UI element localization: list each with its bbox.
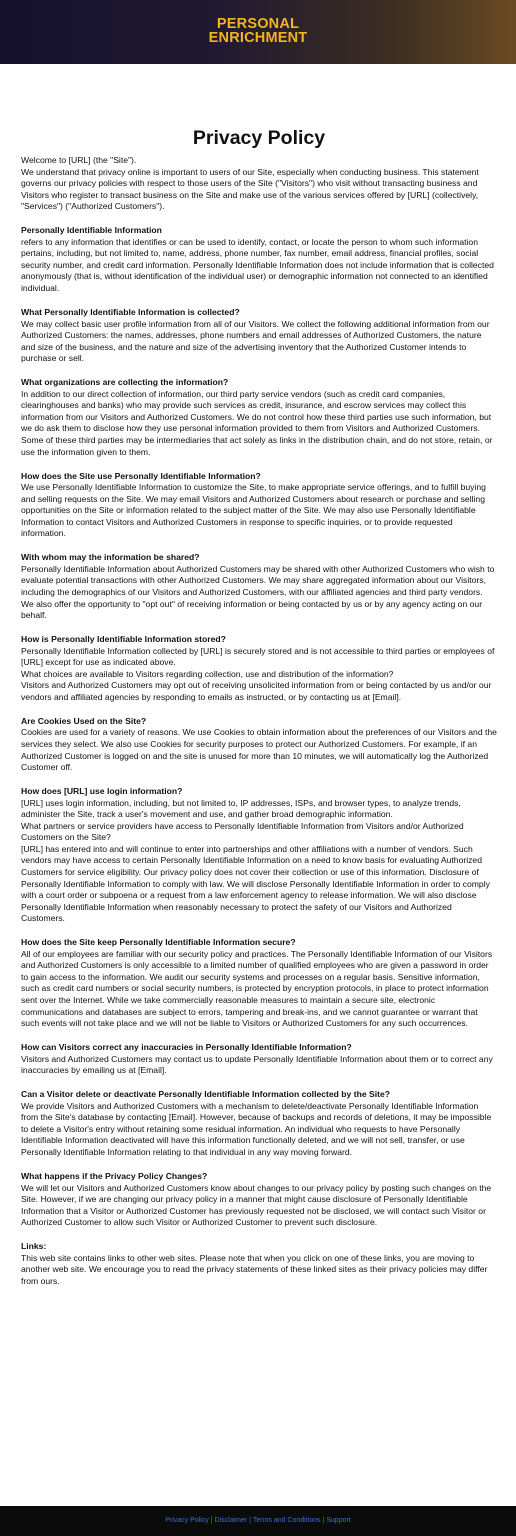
policy-section — [21, 1042, 497, 1077]
footer-link-terms-and-conditions[interactable]: Terms and Conditions — [252, 1517, 321, 1524]
section-heading: How does [URL] use login information? — [21, 786, 183, 797]
section-heading: Personally Identifiable Information — [21, 225, 162, 236]
footer-separator: | — [249, 1517, 251, 1524]
policy-section — [21, 1241, 497, 1287]
section-paragraph: We will let our Visitors and Authorized Customers know about changes to our privacy policy by posting such changes on the Site. However, if we are changing our privacy policy in a manner that might cause disclosure of Personally Identifiable Information that a Visitor or Authorized Customer has previously requested not be disclosed, we will contact such Visitor or Authorized Customer to allow such Visitor or Authorized Customer to prevent such disclosure. — [21, 1182, 492, 1228]
policy-section — [21, 634, 497, 703]
page-title: Privacy Policy — [192, 127, 326, 149]
policy-section — [21, 786, 497, 925]
section-paragraph: We may collect basic user profile information from all of our Visitors. We collect the following additional information from our Authorized Customers: the names, addresses, phone numbers and email addresses of Authorized Customers, the nature and size of the business, and the nature and size of the advertising inventory that the Authorized Customer intends to purchase or sell. — [21, 318, 490, 364]
section-paragraph: Visitors and Authorized Customers may opt out of receiving unsolicited information from or being contacted by us and/or our vendors and affiliated agencies by responding to emails as instructed, or by contacting us at [Email]. — [21, 680, 492, 702]
section-heading: Can a Visitor delete or deactivate Personally Identifiable Information collected by the Site? — [21, 1089, 390, 1100]
site-footer — [0, 1506, 516, 1536]
logo-line-1: PERSONAL — [216, 16, 300, 32]
section-paragraph: Personally Identifiable Information about Authorized Customers may be shared with other Authorized Customers who wish to evaluate potential transactions with other Authorized Customers. We may share aggregated information about our Visitors, including the demographics of our Visitors and Authorized Customers, with our affiliated agencies and third party vendors. We also offer the opportunity to "opt out" of receiving information or being contacted by us or by any agency acting on our behalf. — [21, 563, 495, 621]
section-paragraph: In addition to our direct collection of information, our third party service vendors (such as credit card companies, clearinghouses and banks) who may provide such services as credit, insurance, and escrow services may collect this information from our Visitors and Authorized Customers. We do not control how these third parties use such information, but we do ask them to disclose how they use personal information provided to them from Visitors and Authorized Customers. Some of these third parties may be intermediaries that act solely as links in the distribution chain, and do not store, retain, or use the information given to them. — [21, 388, 493, 457]
section-heading: How does the Site keep Personally Identifiable Information secure? — [21, 937, 296, 948]
section-paragraph: refers to any information that identifies or can be used to identify, contact, or locate the person to whom such information pertains, including, but not limited to, name, address, phone number, fax number, email address, financial profiles, social security number, and credit card information. Personally Identifiable Information does not include information that is collected anonymously (that is, without identification of the individual user) or demographic information not connected to an identified individual. — [21, 236, 494, 293]
policy-sections — [21, 225, 497, 1287]
policy-section — [21, 471, 497, 540]
footer-links — [0, 1506, 516, 1536]
section-paragraph: Visitors and Authorized Customers may contact us to update Personally Identifiable Information about them or to correct any inaccuracies by emailing us at [Email]. — [21, 1053, 493, 1076]
section-heading: How does the Site use Personally Identifiable Information? — [21, 470, 261, 481]
section-paragraph: [URL] has entered into and will continue to enter into partnerships and other affiliations with a number of vendors. Such vendors may have access to certain Personally Identifiable Information on a need to know basis for evaluating Authorized Customers for service eligibility. Our privacy policy does not cover their collection or use of this information. Disclosure of Personally Identifiable Information to comply with law. We will disclose Personally Identifiable Information in order to comply with a court order or subpoena or a request from a law enforcement agency to release information. We will also disclose Personally Identifiable Information when reasonably necessary to protect the safety of our Visitors and Authorized Customers. — [21, 843, 490, 924]
section-paragraph: Personally Identifiable Information collected by [URL] is securely stored and is not accessible to third parties or employees of [URL] except for use as indicated above. — [21, 645, 495, 668]
logo-line-2: ENRICHMENT — [208, 30, 308, 46]
footer-link-disclaimer[interactable]: Disclaimer — [214, 1517, 248, 1524]
section-heading: How is Personally Identifiable Information stored? — [21, 634, 226, 645]
section-paragraph: All of our employees are familiar with our security policy and practices. The Personally Identifiable Information of our Visitors and Authorized Customers is only accessible to a limited number of qualified employees who are given a password in order to gain access to the information. We audit our security systems and processes on a regular basis. Sensitive information, such as credit card numbers or social security numbers, is protected by encryption protocols, in place to protect information sent over the Internet. While we take commercially reasonable measures to maintain a secure site, electronic communications and databases are subject to errors, tampering and break-ins, and we cannot guarantee or warrant that such events will not take place and we will not be liable to Visitors or Authorized Customers for any such occurrences. — [21, 948, 493, 1029]
section-heading: With whom may the information be shared? — [21, 552, 200, 563]
section-paragraph: What partners or service providers have access to Personally Identifiable Information from Visitors and/or Authorized Customers on the Site? — [21, 820, 464, 843]
section-paragraph: We use Personally Identifiable Information to customize the Site, to make appropriate service offerings, and to fulfill buying and selling requests on the Site. We may email Visitors and Authorized Customers about research or purchase and selling opportunities on the Site or information related to the subject matter of the Site. We may also use Personally Identifiable Information to contact Visitors and Authorized Customers in response to specific inquiries, or to provide requested information. — [21, 482, 486, 539]
intro-paragraph: We understand that privacy online is important to users of our Site, especially when conducting business. This statement governs our privacy policies with respect to those users of the Site ("Visitors") who visit without transacting business and Visitors who register to transact business on the Site and make use of the various services offered by [URL] (collectively, "Services") ("Authorized Customers"). — [21, 166, 479, 212]
intro — [21, 155, 497, 213]
policy-section — [21, 1171, 497, 1229]
section-paragraph: [URL] uses login information, including, but not limited to, IP addresses, ISPs, and browser types, to analyze trends, administer the Site, track a user's movement and use, and gather broad demographic information. — [21, 797, 461, 820]
section-heading: How can Visitors correct any inaccuracies in Personally Identifiable Information? — [21, 1042, 352, 1053]
site-logo[interactable] — [0, 17, 516, 45]
section-heading: What organizations are collecting the information? — [21, 377, 229, 388]
footer-link-support[interactable]: Support — [326, 1517, 351, 1524]
policy-section — [21, 716, 497, 774]
section-paragraph: We provide Visitors and Authorized Customers with a mechanism to delete/deactivate Personally Identifiable Information from the Site's database by contacting [Email]. However, because of backups and records of deletions, it may be impossible to delete a Visitor's entry without retaining some residual information. An individual who requests to have Personally Identifiable Information deactivated will have this information functionally deleted, and we will not sell, transfer, or use Personally Identifiable Information relating to that individual in any way moving forward. — [21, 1100, 492, 1157]
policy-section — [21, 1089, 497, 1158]
footer-separator: | — [210, 1517, 213, 1524]
footer-separator: | — [322, 1517, 325, 1524]
section-paragraph: What choices are available to Visitors regarding collection, use and distribution of the information? — [21, 668, 394, 679]
section-heading: Are Cookies Used on the Site? — [21, 715, 147, 726]
policy-section — [21, 937, 497, 1029]
section-heading: What Personally Identifiable Information is collected? — [21, 307, 240, 318]
policy-section — [21, 307, 497, 365]
section-paragraph: This web site contains links to other web sites. Please note that when you click on one of these links, you are moving to another web site. We encourage you to read the privacy statements of these linked sites as their privacy policies may differ from ours. — [21, 1252, 488, 1286]
footer-link-privacy-policy[interactable]: Privacy Policy — [165, 1517, 209, 1524]
policy-section — [21, 225, 497, 294]
intro-paragraph: Welcome to [URL] (the "Site"). — [21, 155, 137, 165]
site-header — [0, 0, 516, 64]
policy-section — [21, 377, 497, 458]
main-content — [21, 127, 497, 1287]
section-heading: Links: — [21, 1241, 47, 1252]
policy-section — [21, 552, 497, 621]
section-heading: What happens if the Privacy Policy Changes? — [21, 1171, 208, 1182]
section-paragraph: Cookies are used for a variety of reasons. We use Cookies to obtain information about the preferences of our Visitors and the services they select. We also use Cookies for security purposes to protect our Authorized Customers. For example, if an Authorized Customer is logged on and the site is unused for more than 10 minutes, we will automatically log the Authorized Customer off. — [21, 727, 497, 773]
